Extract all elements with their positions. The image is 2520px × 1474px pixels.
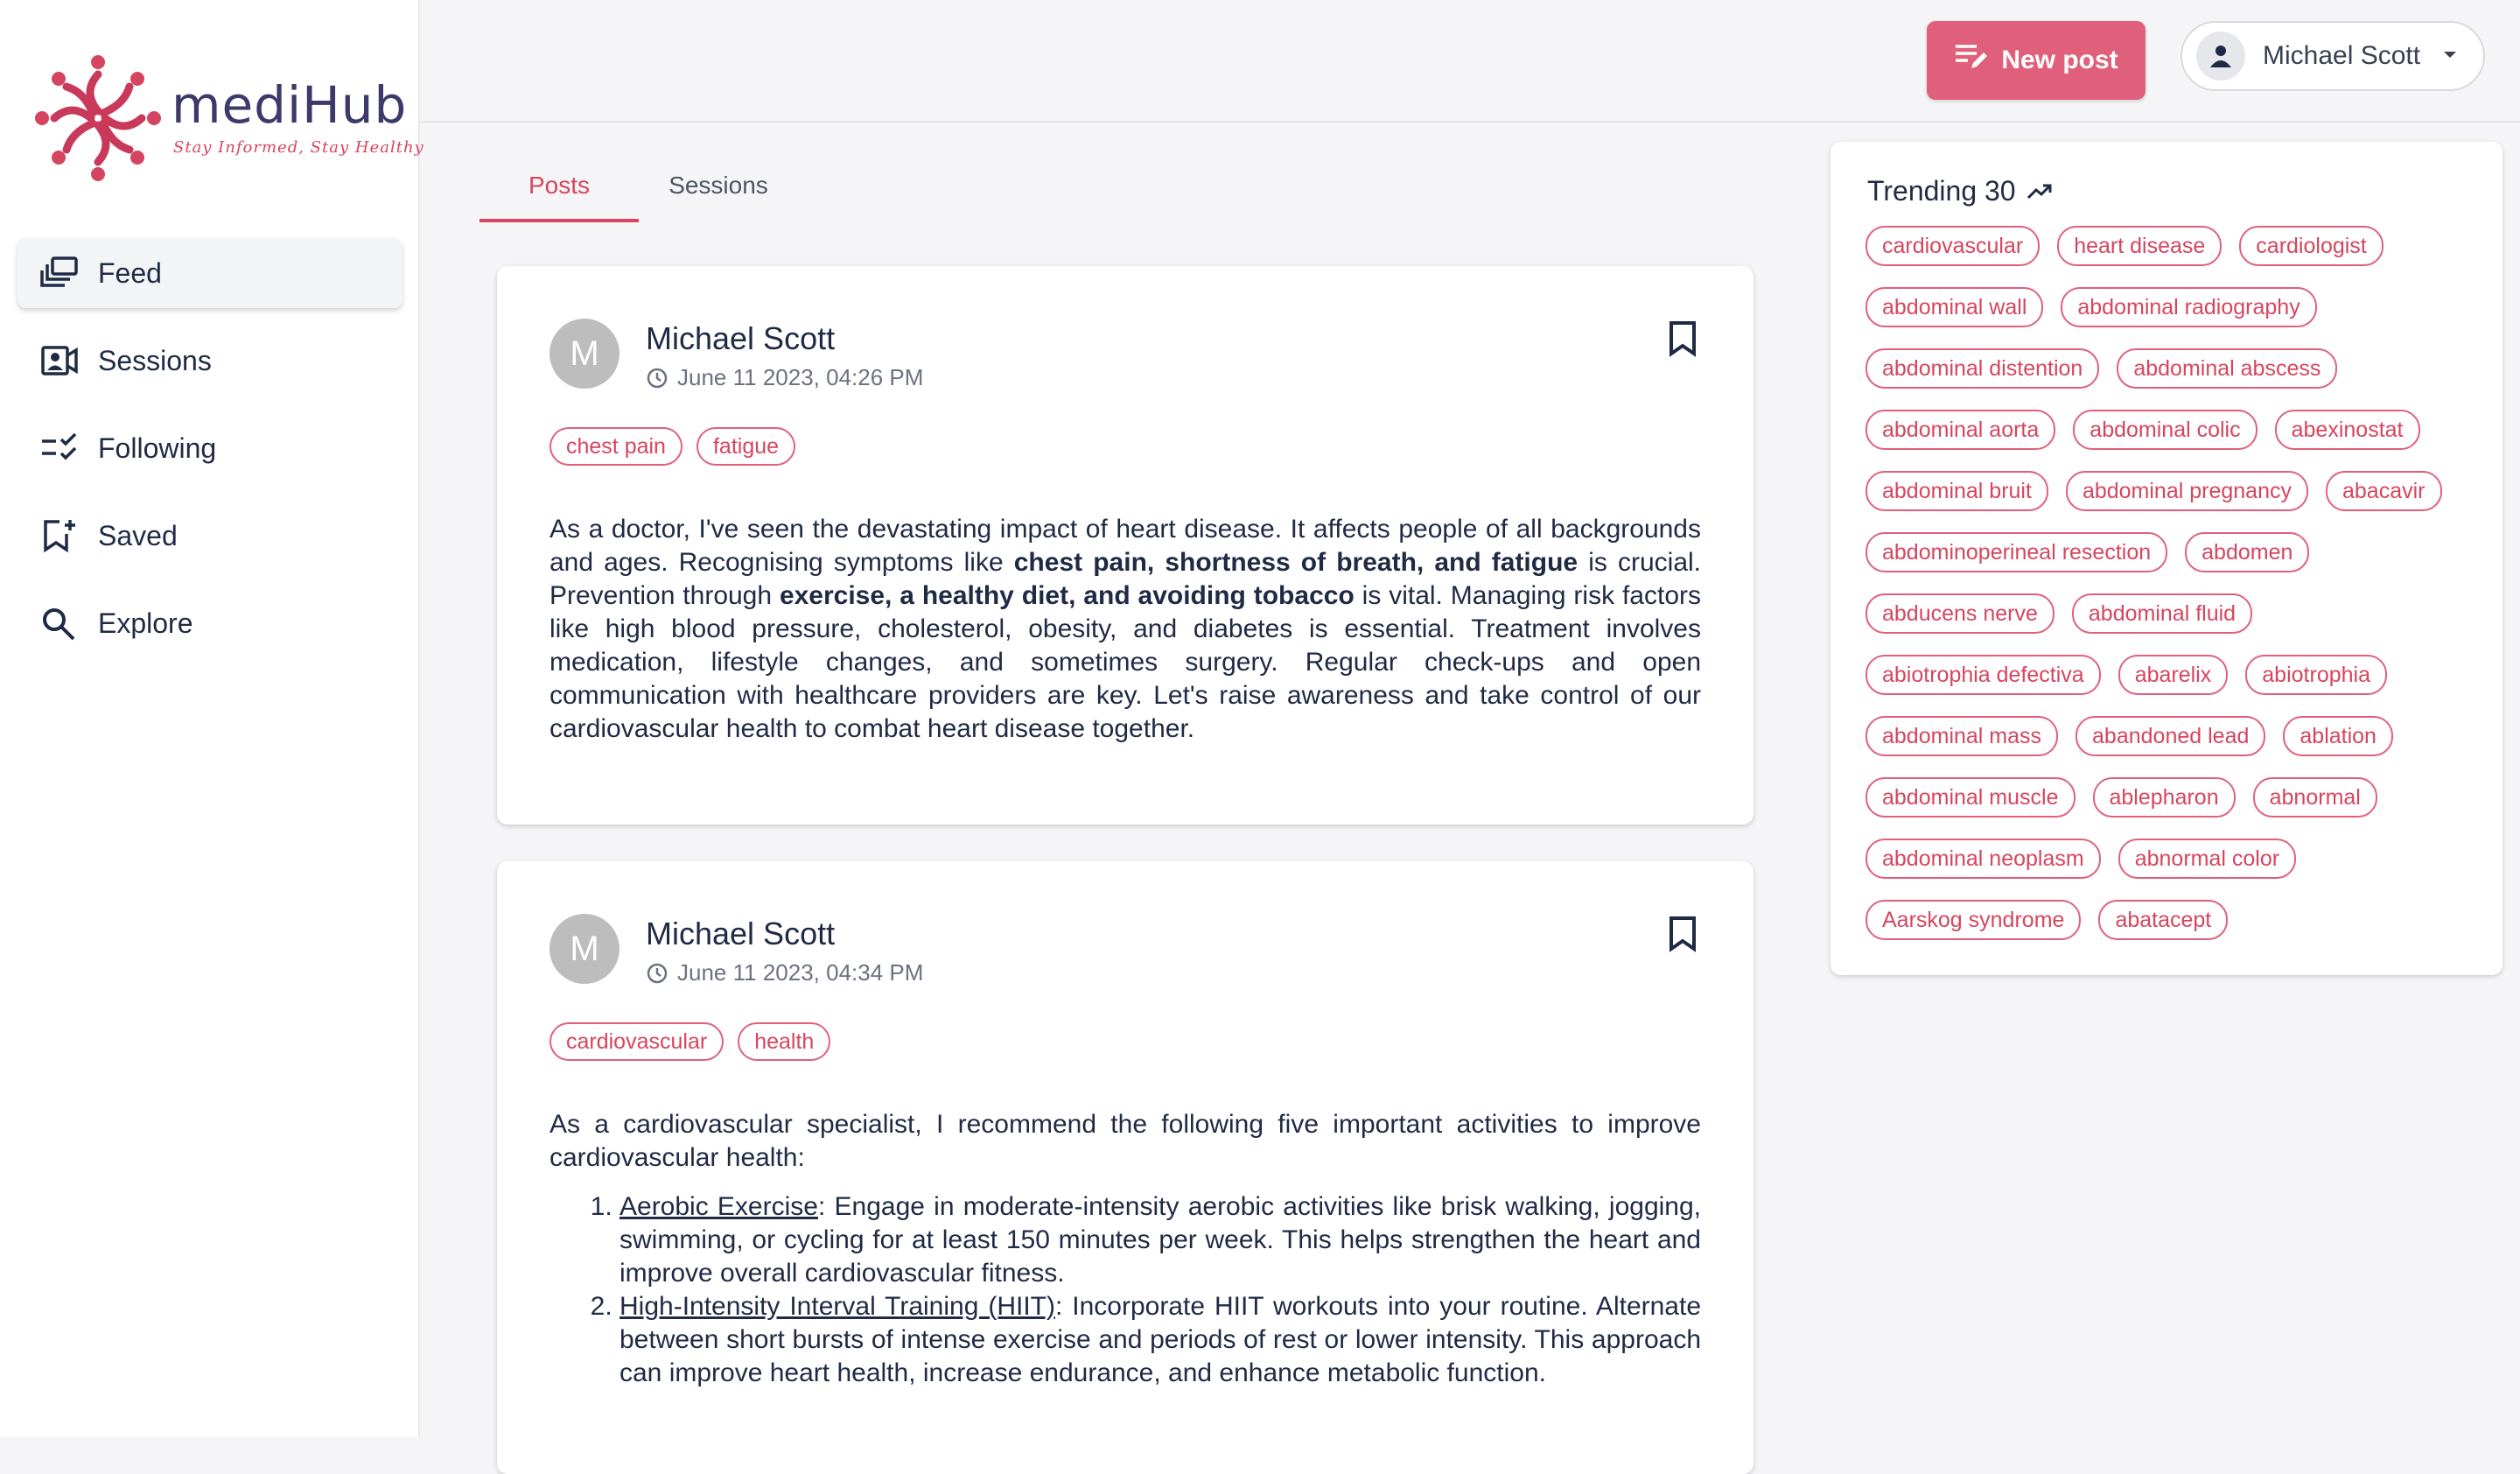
person-icon bbox=[2208, 43, 2234, 69]
video-camera-icon bbox=[38, 340, 80, 382]
trending-tag-chip[interactable]: Aarskog syndrome bbox=[1866, 900, 2081, 940]
trending-tags bbox=[1866, 226, 2478, 940]
trending-tag-chip[interactable]: abdominal muscle bbox=[1866, 777, 2076, 818]
search-icon bbox=[38, 602, 80, 644]
post-tags bbox=[550, 427, 795, 466]
post-body: As a doctor, I've seen the devastating impact of heart disease. It affects people of all backgrounds and ages. Recognising symptoms like chest pain, shortness of breath, and fatigue is crucial. Prevention through exercise, a healthy diet, and avoiding tobacco is vital. Managing risk factors like high blood pressure, cholesterol, obesity, and diabetes is essential. Treatment involves medication, lifestyle changes, and sometimes surgery. Regular check-ups and open communication with healthcare providers are key. Let's raise awareness and take control of our cardiovascular health to combat heart disease together. bbox=[550, 515, 1701, 743]
trending-tag-chip[interactable]: cardiologist bbox=[2239, 226, 2383, 266]
user-avatar bbox=[2196, 32, 2245, 81]
sidebar-item-label: Following bbox=[98, 432, 217, 464]
trending-tag-chip[interactable]: abdominal colic bbox=[2073, 410, 2257, 450]
sidebar-item-label: Explore bbox=[98, 607, 193, 639]
trending-tag-chip[interactable]: abnormal bbox=[2253, 777, 2377, 818]
brand-name: mediHub bbox=[172, 75, 408, 135]
bookmark-icon[interactable] bbox=[1668, 916, 1698, 957]
clock-icon bbox=[646, 962, 668, 985]
sidebar-item-following[interactable] bbox=[18, 413, 402, 483]
post-card bbox=[497, 861, 1754, 1474]
trending-tag-chip[interactable]: abdominal fluid bbox=[2072, 593, 2252, 634]
sidebar-item-label: Sessions bbox=[98, 344, 212, 376]
sidebar-item-saved[interactable] bbox=[18, 501, 402, 571]
trending-tag-chip[interactable]: abdominal distention bbox=[1866, 348, 2099, 389]
trending-tag-chip[interactable]: cardiovascular bbox=[1866, 226, 2040, 266]
post-date-text: June 11 2023, 04:34 PM bbox=[677, 959, 924, 986]
post-intro: As a cardiovascular specialist, I recommend the following five important activities to improve cardiovascular health: bbox=[550, 1110, 1701, 1172]
trending-tag-chip[interactable]: abdominal abscess bbox=[2117, 348, 2337, 389]
post-tags bbox=[550, 1022, 830, 1061]
trending-tag-chip[interactable]: abexinostat bbox=[2275, 410, 2420, 450]
trending-tag-chip[interactable]: abacavir bbox=[2326, 471, 2442, 511]
trending-tag-chip[interactable]: ablepharon bbox=[2093, 777, 2236, 818]
edit-note-icon bbox=[1954, 42, 1989, 79]
post-body bbox=[550, 1108, 1701, 1390]
list-item: 2. High-Intensity Interval Training (HIIT): Incorporate HIIT workouts into your routine. Alternate between short bursts of intense exercise and periods of rest or lower intensity. This approach can improve heart health, increase endurance, and enhance metabolic function. bbox=[620, 1290, 1701, 1390]
trending-tag-chip[interactable]: abdominal bruit bbox=[1866, 471, 2048, 511]
sidebar-nav bbox=[18, 238, 402, 676]
tab-posts[interactable]: Posts bbox=[480, 149, 639, 222]
checklist-icon bbox=[38, 427, 80, 469]
author-avatar[interactable]: M bbox=[550, 914, 620, 984]
trending-panel bbox=[1830, 142, 2502, 975]
trending-up-icon bbox=[2026, 183, 2053, 200]
trending-title-text: Trending 30 bbox=[1867, 175, 2016, 207]
bookmark-add-icon bbox=[38, 515, 80, 557]
author-name[interactable]: Michael Scott bbox=[646, 320, 836, 356]
tag-chip[interactable]: cardiovascular bbox=[550, 1022, 724, 1061]
tab-sessions[interactable]: Sessions bbox=[668, 172, 768, 199]
sidebar-item-explore[interactable] bbox=[18, 588, 402, 658]
trending-tag-chip[interactable]: abducens nerve bbox=[1866, 593, 2054, 634]
activity-link[interactable]: Aerobic Exercise bbox=[620, 1192, 818, 1221]
author-avatar[interactable]: M bbox=[550, 319, 620, 389]
trending-tag-chip[interactable]: heart disease bbox=[2057, 226, 2222, 266]
content-tabs bbox=[480, 149, 798, 222]
trending-tag-chip[interactable]: abnormal color bbox=[2118, 839, 2296, 879]
trending-tag-chip[interactable]: abdominal mass bbox=[1866, 716, 2058, 756]
new-post-label: New post bbox=[2001, 46, 2118, 74]
clock-icon bbox=[646, 367, 668, 390]
logo[interactable] bbox=[35, 53, 424, 184]
user-name: Michael Scott bbox=[2263, 41, 2421, 70]
tag-chip[interactable]: health bbox=[738, 1022, 830, 1061]
trending-tag-chip[interactable]: abdominal neoplasm bbox=[1866, 839, 2101, 879]
trending-tag-chip[interactable]: abdominal pregnancy bbox=[2066, 471, 2308, 511]
trending-tag-chip[interactable]: abdomen bbox=[2185, 532, 2309, 572]
activity-list bbox=[550, 1190, 1701, 1390]
post-card bbox=[497, 266, 1754, 825]
list-item: 1. Aerobic Exercise: Engage in moderate-intensity aerobic activities like brisk walking, jogging, swimming, or cycling for at least 150 minutes per week. This helps strengthen the heart and improve overall cardiovascular fitness. bbox=[620, 1190, 1701, 1290]
trending-tag-chip[interactable]: abdominoperineal resection bbox=[1866, 532, 2167, 572]
caret-down-icon bbox=[2443, 48, 2457, 64]
sidebar bbox=[0, 0, 424, 1437]
trending-tag-chip[interactable]: abdominal aorta bbox=[1866, 410, 2055, 450]
trending-title bbox=[1867, 175, 2053, 207]
trending-tag-chip[interactable]: ablation bbox=[2283, 716, 2393, 756]
trending-tag-chip[interactable]: abiotrophia bbox=[2245, 655, 2387, 695]
post-date bbox=[646, 959, 923, 986]
sidebar-item-sessions[interactable] bbox=[18, 326, 402, 396]
trending-tag-chip[interactable]: abarelix bbox=[2118, 655, 2229, 695]
activity-link[interactable]: High-Intensity Interval Training (HIIT) bbox=[620, 1292, 1055, 1321]
user-menu[interactable] bbox=[2180, 21, 2485, 91]
author-name[interactable]: Michael Scott bbox=[646, 916, 836, 951]
tag-chip[interactable]: chest pain bbox=[550, 427, 682, 466]
trending-tag-chip[interactable]: abatacept bbox=[2098, 900, 2228, 940]
tag-chip[interactable]: fatigue bbox=[696, 427, 795, 466]
trending-tag-chip[interactable]: abdominal radiography bbox=[2061, 287, 2316, 327]
brand-tagline: Stay Informed, Stay Healthy bbox=[173, 138, 424, 157]
feed-icon bbox=[38, 252, 80, 294]
post-date-text: June 11 2023, 04:26 PM bbox=[677, 364, 924, 390]
sidebar-item-label: Saved bbox=[98, 519, 178, 551]
new-post-button[interactable] bbox=[1927, 21, 2146, 100]
trending-tag-chip[interactable]: abandoned lead bbox=[2076, 716, 2265, 756]
trending-tag-chip[interactable]: abiotrophia defectiva bbox=[1866, 655, 2101, 695]
bookmark-icon[interactable] bbox=[1668, 320, 1698, 361]
medihub-logo-icon bbox=[35, 53, 166, 184]
trending-tag-chip[interactable]: abdominal wall bbox=[1866, 287, 2043, 327]
sidebar-item-feed[interactable] bbox=[18, 238, 402, 308]
sidebar-item-label: Feed bbox=[98, 256, 162, 289]
post-date bbox=[646, 364, 923, 391]
